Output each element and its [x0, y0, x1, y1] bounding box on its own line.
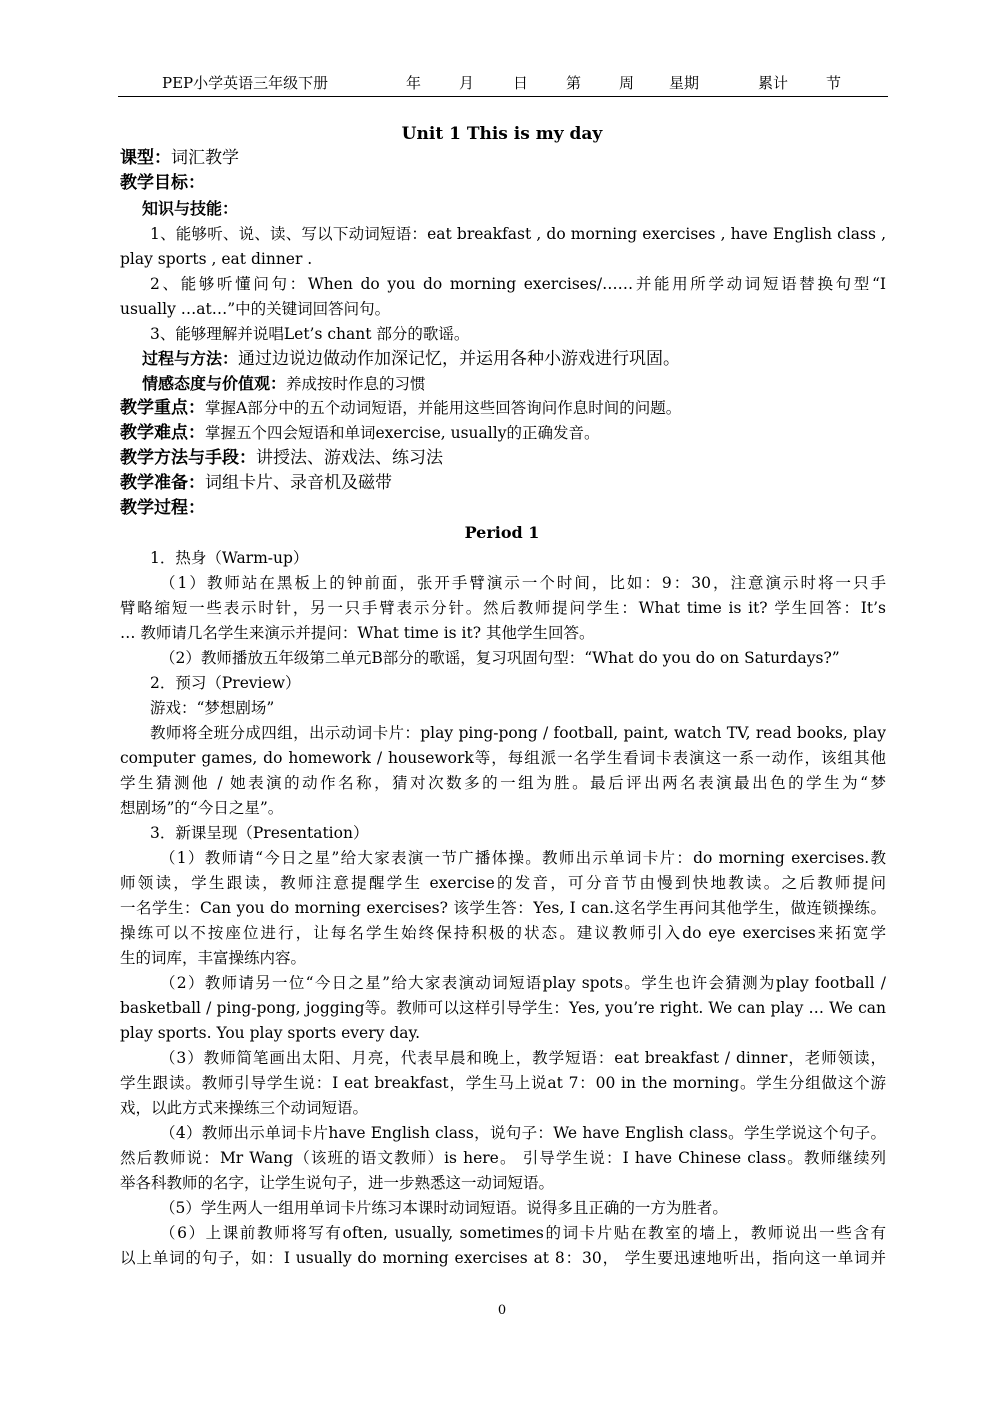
presentation-2-line-1: （2）教师请另一位“今日之星”给大家表演动词短语play spots。学生也许会猜测为play football / — [160, 974, 886, 992]
presentation-6-line-1: （6）上课前教师将写有often, usually, sometimes的词卡片贴在教室的墙上，教师说出一些含有 — [160, 1224, 886, 1242]
presentation-1-line-2: 师领读，学生跟读，教师注意提醒学生 exercise的发音，可分音节由慢到快地教读。之后教师提问 — [120, 874, 886, 892]
knowledge-item-3: 3、能够理解并说唱Let’s chant 部分的歌谣。 — [150, 325, 470, 343]
preview-text-line-2: computer games, do homework / housework等，每组派一名学生看词卡表演这一系一动作，该组其他 — [120, 749, 886, 767]
presentation-4-line-1: （4）教师出示单词卡片have English class，说句子：We have English class。学生学说这个句子。 — [160, 1124, 886, 1142]
presentation-1-line-5: 生的词库，丰富操练内容。 — [120, 949, 307, 967]
warmup-1-line-2: 臂略缩短一些表示时针，另一只手臂表示分针。然后教师提问学生：What time is it? 学生回答：It’s — [120, 599, 886, 617]
knowledge-item-2-line-1: 2、能够听懂问句：When do you do morning exercises/……并能用所学动词短语替换句型“I — [150, 275, 886, 293]
warmup-heading: 1．热身（Warm-up） — [150, 549, 309, 567]
preview-text-line-1: 教师将全班分成四组，出示动词卡片：play ping-pong / football, paint, watch TV, read books, play — [150, 724, 886, 742]
presentation-3-line-2: 学生跟读。教师引导学生说：I eat breakfast，学生马上说at 7：00 in the morning。学生分组做这个游 — [120, 1074, 886, 1092]
unit-title: Unit 1 This is my day — [401, 124, 603, 144]
procedure-heading: 教学过程： — [120, 498, 205, 518]
warmup-1-line-1: （1）教师站在黑板上的钟前面，张开手臂演示一个时间，比如：9：30，注意演示时将一只手 — [160, 574, 886, 592]
header-day: 日 — [513, 74, 529, 92]
presentation-3-line-1: （3）教师简笔画出太阳、月亮，代表早晨和晚上，教学短语：eat breakfast / dinner，老师领读， — [160, 1049, 886, 1067]
header-total: 累计 — [758, 74, 789, 92]
knowledge-heading: 知识与技能： — [142, 199, 239, 218]
presentation-3-line-3: 戏，以此方式来操练三个动词短语。 — [120, 1099, 369, 1117]
knowledge-item-1-line-1: 1、能够听、说、读、写以下动词短语：eat breakfast , do morning exercises , have English class , — [150, 225, 886, 243]
presentation-2-line-3: play sports. You play sports every day. — [120, 1024, 421, 1042]
attitude-values: 情感态度与价值观：养成按时作息的习惯 — [142, 374, 426, 393]
key-points: 教学重点：掌握A部分中的五个动词短语，并能用这些回答询问作息时间的问题。 — [120, 398, 682, 418]
period-title: Period 1 — [464, 523, 540, 542]
header-period: 节 — [826, 74, 842, 92]
objectives-heading: 教学目标： — [120, 173, 205, 193]
knowledge-item-1-line-2: play sports , eat dinner . — [120, 250, 313, 268]
lesson-type — [120, 146, 886, 171]
page-number: 0 — [497, 1303, 507, 1318]
presentation-1-line-1: （1）教师请“今日之星”给大家表演一节广播体操。教师出示单词卡片：do morning exercises.教 — [160, 849, 886, 867]
preview-game: 游戏：“梦想剧场” — [150, 699, 275, 717]
presentation-4-line-2: 然后教师说：Mr Wang（该班的语文教师）is here。 引导学生说：I have Chinese class。教师继续列 — [120, 1149, 886, 1167]
knowledge-item-2-line-2: usually …at…”中的关键词回答问句。 — [120, 300, 391, 318]
warmup-2: （2）教师播放五年级第二单元B部分的歌谣，复习巩固句型：“What do you do on Saturdays?” — [160, 649, 840, 667]
header-month: 月 — [459, 74, 475, 92]
presentation-6-line-2: 以上单词的句子，如：I usually do morning exercises at 8：30， 学生要迅速地听出，指向这一单词并 — [120, 1249, 886, 1267]
header-di: 第 — [566, 74, 582, 92]
header-week: 周 — [619, 74, 635, 92]
presentation-4-line-3: 举各科教师的名字，让学生说句子，进一步熟悉这一动词短语。 — [120, 1174, 555, 1192]
teaching-methods: 教学方法与手段：讲授法、游戏法、练习法 — [120, 448, 443, 468]
preview-heading: 2．预习（Preview） — [150, 674, 301, 692]
presentation-1-line-4: 操练可以不按座位进行，让每名学生始终保持积极的状态。建议教师引入do eye exercises来拓宽学 — [120, 924, 886, 942]
header-year: 年 — [406, 74, 422, 92]
preview-text-line-3: 学生猜测他 / 她表演的动作名称，猜对次数多的一组为胜。最后评出两名表演最出色的学生为“梦 — [120, 774, 886, 792]
presentation-1-line-3: 一名学生：Can you do morning exercises? 该学生答：Yes, I can.这名学生再问其他学生，做连锁操练。 — [120, 899, 886, 917]
header-course: PEP小学英语三年级下册 — [162, 74, 329, 92]
lesson-type-value: 词汇教学 — [171, 148, 239, 168]
process-method: 过程与方法：通过边说边做动作加深记忆，并运用各种小游戏进行巩固。 — [142, 349, 681, 369]
preview-text-line-4: 想剧场”的“今日之星”。 — [120, 799, 284, 817]
presentation-2-line-2: basketball / ping-pong, jogging等。教师可以这样引导学生：Yes, you’re right. We can play … We can — [120, 999, 886, 1017]
presentation-heading: 3．新课呈现（Presentation） — [150, 824, 369, 842]
teaching-preparation: 教学准备：词组卡片、录音机及磁带 — [120, 473, 392, 493]
page-header — [118, 72, 888, 97]
header-weekday: 星期 — [669, 74, 700, 92]
lesson-type-label: 课型： — [120, 148, 171, 168]
presentation-5: （5）学生两人一组用单词卡片练习本课时动词短语。说得多且正确的一方为胜者。 — [160, 1199, 728, 1217]
warmup-1-line-3: … 教师请几名学生来演示并提问：What time is it? 其他学生回答。 — [120, 624, 595, 642]
difficulty: 教学难点：掌握五个四会短语和单词exercise, usually的正确发音。 — [120, 423, 600, 443]
